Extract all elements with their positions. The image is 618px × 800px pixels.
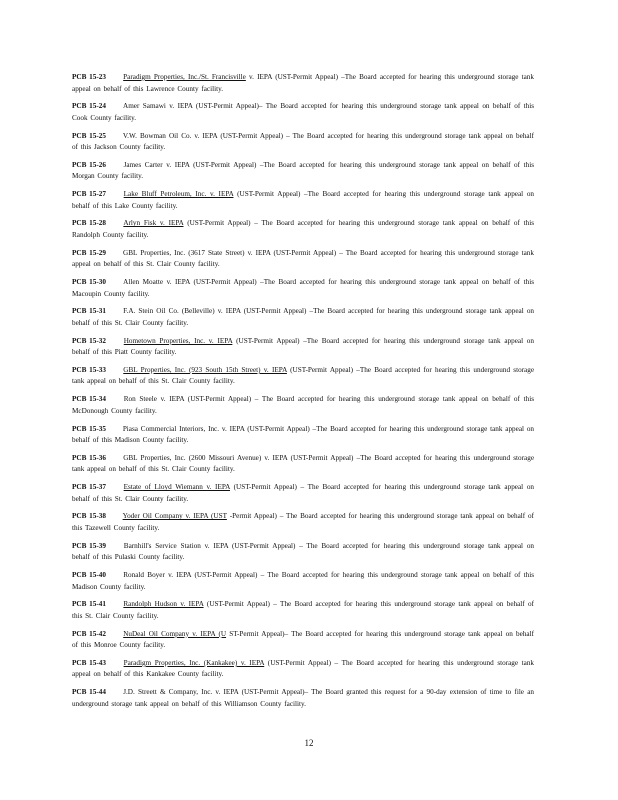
case-party: Arlyn Fisk v. IEPA bbox=[123, 219, 184, 228]
case-text: J.D. Streett & Company, Inc. v. IEPA (UST-Permit Appeal)– The Board granted this request for a 90-day extension of time to file an underground storage tank appeal on behalf of this Williamson County facility. bbox=[72, 688, 534, 708]
case-party: GBL Properties, Inc. (923 South 15th Street) v. IEPA bbox=[123, 365, 287, 374]
case-text: V.W. Bowman Oil Co. v. IEPA (UST-Permit Appeal) – The Board accepted for hearing this underground storage tank appeal on behalf of this Jackson County facility. bbox=[72, 131, 534, 152]
case-text: Ronald Boyer v. IEPA (UST-Permit Appeal) – The Board accepted for hearing this underground storage tank appeal on behalf of this Madison County facility. bbox=[72, 571, 534, 591]
case-number: PCB 15-36 bbox=[72, 453, 106, 462]
case-number: PCB 15-42 bbox=[72, 629, 106, 638]
page-number: 12 bbox=[304, 738, 314, 748]
case-entry bbox=[72, 570, 534, 593]
entries-list bbox=[72, 72, 534, 710]
case-number: PCB 15-25 bbox=[72, 131, 106, 140]
case-number: PCB 15-40 bbox=[72, 571, 106, 580]
case-number: PCB 15-23 bbox=[72, 73, 106, 81]
case-text: (UST-Permit Appeal) –The Board accepted for hearing this underground storage tank appeal on behalf of this Lake County facility. bbox=[72, 190, 535, 210]
case-text: Piasa Commercial Interiors, Inc. v. IEPA (UST-Permit Appeal) –The Board accepted for hearing this underground storage tank appeal on behalf of this Madison County facility. bbox=[72, 424, 535, 445]
case-number: PCB 15-26 bbox=[72, 160, 106, 169]
case-number: PCB 15-43 bbox=[72, 658, 106, 667]
case-text: (UST-Permit Appeal) – The Board accepted for hearing this underground storage tank appeal on behalf of this Kankakee County facility. bbox=[72, 658, 535, 679]
case-entry bbox=[72, 365, 534, 388]
case-entry bbox=[72, 160, 534, 183]
case-number: PCB 15-39 bbox=[72, 541, 106, 550]
case-party: Paradigm Properties, Inc. (Kankakee) v. IEPA bbox=[123, 658, 265, 667]
case-party: Estate of Lloyd Wiemann v. IEPA bbox=[123, 483, 230, 492]
document-page bbox=[72, 72, 534, 717]
case-entry bbox=[72, 511, 534, 534]
case-text: (UST-Permit Appeal) – The Board accepted for hearing this underground storage tank appeal on behalf of this St. Clair County facility. bbox=[72, 483, 535, 503]
case-entry bbox=[72, 218, 534, 241]
case-text: (UST-Permit Appeal) – The Board accepted for hearing this underground storage tank appeal on behalf of this St. Clair County facility. bbox=[72, 600, 535, 620]
case-text: GBL Properties, Inc. (3617 State Street) v. IEPA (UST-Permit Appeal) – The Board accepted for hearing this underground storage tank appeal on behalf of this St. Clair County facility. bbox=[72, 248, 534, 269]
case-number: PCB 15-41 bbox=[72, 600, 106, 609]
case-entry bbox=[72, 629, 534, 652]
case-party: Hometown Properties, Inc. v. IEPA bbox=[123, 336, 233, 345]
case-text: Ron Steele v. IEPA (UST-Permit Appeal) – The Board accepted for hearing this underground storage tank appeal on behalf of this McDonough County facility. bbox=[72, 395, 534, 415]
case-number: PCB 15-30 bbox=[72, 278, 106, 287]
case-number: PCB 15-24 bbox=[72, 102, 106, 111]
case-number: PCB 15-34 bbox=[72, 395, 106, 404]
case-entry bbox=[72, 189, 534, 212]
case-text: Amer Samawi v. IEPA (UST-Permit Appeal)– The Board accepted for hearing this underground storage tank appeal on behalf of this Cook County facility. bbox=[72, 102, 534, 122]
case-text: (UST-Permit Appeal) –The Board accepted for hearing this underground storage tank appeal on behalf of this Piatt County facility. bbox=[72, 336, 534, 357]
case-text: v. IEPA (UST-Permit Appeal) –The Board accepted for hearing this underground storage tank appeal on behalf of this Lawrence County facility. bbox=[72, 73, 534, 93]
case-text: F.A. Stein Oil Co. (Belleville) v. IEPA (UST-Permit Appeal) –The Board accepted for hearing this underground storage tank appeal on behalf of this St. Clair County facility. bbox=[72, 307, 535, 327]
case-entry bbox=[72, 336, 534, 359]
case-entry bbox=[72, 131, 534, 154]
case-number: PCB 15-33 bbox=[72, 365, 106, 374]
case-number: PCB 15-27 bbox=[72, 190, 106, 199]
case-number: PCB 15-32 bbox=[72, 336, 106, 345]
case-party: Yoder Oil Company v. IEPA (UST bbox=[122, 512, 227, 521]
case-text: (UST-Permit Appeal) –The Board accepted for hearing this underground storage tank appeal on behalf of this St. Clair County facility. bbox=[72, 365, 535, 386]
case-number: PCB 15-28 bbox=[72, 219, 106, 228]
case-entry bbox=[72, 482, 534, 505]
case-entry bbox=[72, 424, 534, 447]
case-entry bbox=[72, 453, 534, 476]
case-number: PCB 15-29 bbox=[72, 248, 106, 257]
case-entry bbox=[72, 72, 534, 95]
case-entry bbox=[72, 277, 534, 300]
case-party: Lake Bluff Petroleum, Inc. v. IEPA bbox=[123, 190, 234, 199]
case-entry bbox=[72, 248, 534, 271]
case-text: James Carter v. IEPA (UST-Permit Appeal) –The Board accepted for hearing this underground storage tank appeal on behalf of this Morgan County facility. bbox=[72, 160, 534, 181]
case-number: PCB 15-31 bbox=[72, 307, 106, 316]
case-party: NuDeal Oil Company v. IEPA (U bbox=[123, 629, 227, 638]
case-entry bbox=[72, 394, 534, 417]
case-entry bbox=[72, 687, 534, 710]
case-text: GBL Properties, Inc. (2600 Missouri Avenue) v. IEPA (UST-Permit Appeal) –The Board accepted for hearing this underground storage tank appeal on behalf of this St. Clair County facility. bbox=[72, 453, 535, 474]
case-entry bbox=[72, 658, 534, 681]
case-number: PCB 15-44 bbox=[72, 688, 106, 697]
case-party: Randolph Hudson v. IEPA bbox=[123, 600, 204, 609]
case-text: Barnhill's Service Station v. IEPA (UST-Permit Appeal) – The Board accepted for hearing this underground storage tank appeal on behalf of this Pulaski County facility. bbox=[72, 541, 535, 562]
case-text: ST-Permit Appeal)– The Board accepted for hearing this underground storage tank appeal on behalf of this Monroe County facility. bbox=[72, 629, 534, 650]
case-number: PCB 15-37 bbox=[72, 483, 106, 492]
case-number: PCB 15-35 bbox=[72, 424, 106, 433]
case-entry bbox=[72, 306, 534, 329]
case-entry bbox=[72, 101, 534, 124]
case-entry bbox=[72, 541, 534, 564]
case-text: Allen Moatte v. IEPA (UST-Permit Appeal) –The Board accepted for hearing this underground storage tank appeal on behalf of this Macoupin County facility. bbox=[72, 278, 534, 298]
case-text: -Permit Appeal) – The Board accepted for hearing this underground storage tank appeal on behalf of this Tazewell County facility. bbox=[72, 512, 535, 532]
case-number: PCB 15-38 bbox=[72, 512, 106, 521]
case-text: (UST-Permit Appeal) – The Board accepted for hearing this underground storage tank appeal on behalf of this Randolph County facility. bbox=[72, 219, 535, 239]
case-party: Paradigm Properties, Inc./St. Francisville bbox=[123, 73, 246, 81]
case-entry bbox=[72, 599, 534, 622]
